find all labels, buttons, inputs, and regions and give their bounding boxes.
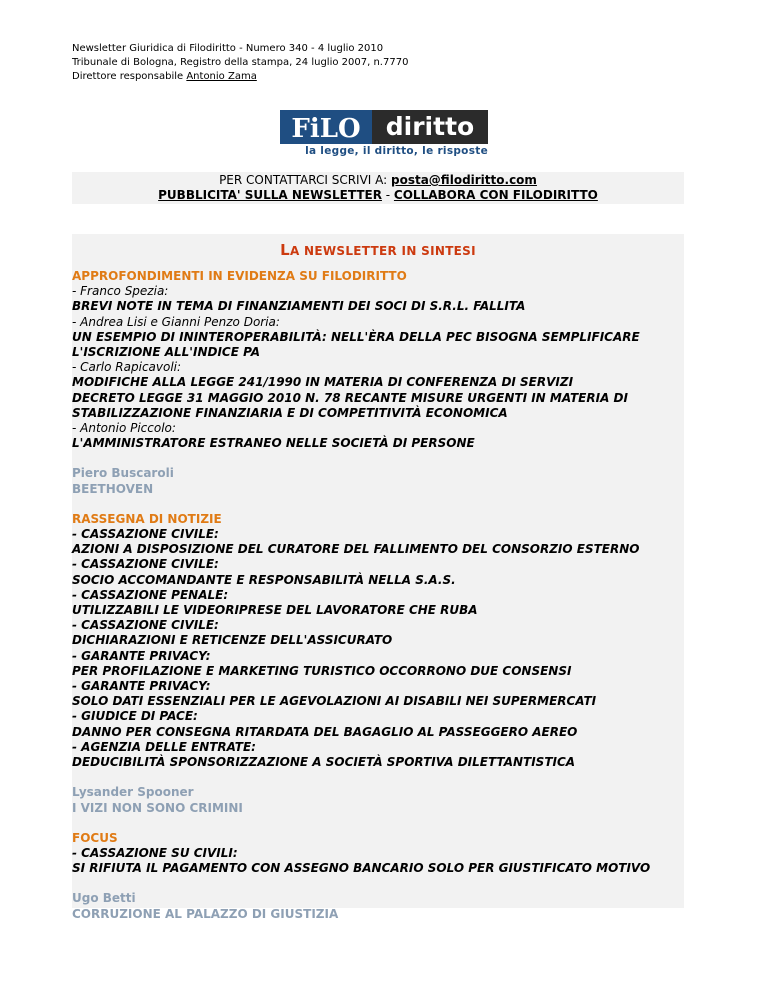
director-label: Direttore responsabile: [72, 71, 187, 82]
news-title-link[interactable]: DICHIARAZIONI E RETICENZE DELL'ASSICURATO: [72, 633, 393, 648]
news-title-link[interactable]: PER PROFILAZIONE E MARKETING TURISTICO OCCORRONO DUE CONSENSI: [72, 663, 572, 678]
news-source: - CASSAZIONE SU CIVILI:: [72, 845, 238, 860]
news-title-link[interactable]: SI RIFIUTA IL PAGAMENTO CON ASSEGNO BANCARIO SOLO PER GIUSTIFICATO MOTIVO: [72, 861, 651, 876]
news-source: - GARANTE PRIVACY:: [72, 648, 211, 663]
news-title-link[interactable]: DANNO PER CONSEGNA RITARDATA DEL BAGAGLIO AL PASSEGGERO AEREO: [72, 724, 578, 739]
article-title-link[interactable]: UN ESEMPIO DI ININTEROPERABILITÀ: NELL'ÈRA DELLA PEC BISOGNA SEMPLIFICARE: [72, 329, 640, 344]
book-author[interactable]: Ugo Betti: [72, 891, 136, 906]
section-heading-rassegna[interactable]: RASSEGNA DI NOTIZIE: [72, 511, 222, 526]
book-title[interactable]: I VIZI NON SONO CRIMINI: [72, 800, 243, 815]
book-title[interactable]: BEETHOVEN: [72, 481, 154, 496]
news-source: - CASSAZIONE CIVILE:: [72, 527, 219, 542]
contact-bar: [72, 172, 684, 204]
newsletter-issue-line: Newsletter Giuridica di Filodiritto - Numero 340 - 4 luglio 2010: [72, 43, 384, 54]
filodiritto-logo[interactable]: [280, 110, 488, 158]
article-author: - Antonio Piccolo:: [72, 421, 176, 436]
news-title-link[interactable]: UTILIZZABILI LE VIDEORIPRESE DEL LAVORATORE CHE RUBA: [72, 603, 478, 618]
newsletter-summary-box: [72, 234, 684, 921]
article-title-link[interactable]: DECRETO LEGGE 31 MAGGIO 2010 N. 78 RECANTE MISURE URGENTI IN MATERIA DI: [72, 390, 628, 405]
section-heading-focus[interactable]: FOCUS: [72, 830, 118, 845]
news-source: - GIUDICE DI PACE:: [72, 709, 198, 724]
news-title-link[interactable]: DEDUCIBILITÀ SPONSORIZZAZIONE A SOCIETÀ SPORTIVA DILETTANTISTICA: [72, 755, 576, 770]
book-author[interactable]: Piero Buscaroli: [72, 466, 174, 481]
article-title-link[interactable]: STABILIZZAZIONE FINANZIARIA E DI COMPETITIVITÀ ECONOMICA: [72, 405, 508, 420]
article-title-link[interactable]: L'AMMINISTRATORE ESTRANEO NELLE SOCIETÀ DI PERSONE: [72, 436, 475, 451]
summary-heading: [72, 241, 684, 259]
article-author: - Franco Spezia:: [72, 284, 169, 299]
news-source: - GARANTE PRIVACY:: [72, 679, 211, 694]
news-source: - CASSAZIONE PENALE:: [72, 587, 229, 602]
director-line: [72, 70, 408, 84]
book-author[interactable]: Lysander Spooner: [72, 785, 194, 800]
collaborate-link[interactable]: COLLABORA CON FILODIRITTO: [393, 188, 598, 202]
advertising-link[interactable]: PUBBLICITA' SULLA NEWSLETTER: [158, 188, 382, 202]
contact-label: PER CONTATTARCI SCRIVI A:: [219, 173, 391, 187]
article-title-link[interactable]: L'ISCRIZIONE ALL'INDICE PA: [72, 345, 261, 360]
masthead: [72, 42, 408, 84]
news-title-link[interactable]: SOLO DATI ESSENZIALI PER LE AGEVOLAZIONI AI DISABILI NEI SUPERMERCATI: [72, 694, 597, 709]
article-title-link[interactable]: BREVI NOTE IN TEMA DI FINANZIAMENTI DEI SOCI DI S.R.L. FALLITA: [72, 299, 526, 314]
news-source: - CASSAZIONE CIVILE:: [72, 618, 219, 633]
book-title[interactable]: CORRUZIONE AL PALAZZO DI GIUSTIZIA: [72, 906, 339, 921]
registration-line: Tribunale di Bologna, Registro della stampa, 24 luglio 2007, n.7770: [72, 57, 409, 68]
link-separator: -: [381, 188, 394, 202]
logo-diritto-text: diritto: [372, 110, 488, 144]
director-link[interactable]: Antonio Zama: [186, 71, 257, 82]
news-title-link[interactable]: AZIONI A DISPOSIZIONE DEL CURATORE DEL FALLIMENTO DEL CONSORZIO ESTERNO: [72, 542, 640, 557]
contact-email-link[interactable]: posta@filodiritto.com: [391, 173, 537, 187]
article-title-link[interactable]: MODIFICHE ALLA LEGGE 241/1990 IN MATERIA DI CONFERENZA DI SERVIZI: [72, 375, 574, 390]
summary-content: [72, 269, 684, 922]
summary-heading-initial: L: [280, 241, 290, 259]
logo-tagline: la legge, il diritto, le risposte: [305, 145, 488, 157]
news-title-link[interactable]: SOCIO ACCOMANDANTE E RESPONSABILITÀ NELLA S.A.S.: [72, 572, 456, 587]
section-heading-approfondimenti[interactable]: APPROFONDIMENTI IN EVIDENZA SU FILODIRITTO: [72, 269, 407, 283]
logo-filo-text: FiLO: [280, 110, 372, 144]
news-source: - AGENZIA DELLE ENTRATE:: [72, 739, 256, 754]
article-author: - Andrea Lisi e Gianni Penzo Doria:: [72, 314, 280, 329]
article-author: - Carlo Rapicavoli:: [72, 360, 182, 375]
summary-heading-rest: A NEWSLETTER IN SINTESI: [289, 244, 476, 258]
news-source: - CASSAZIONE CIVILE:: [72, 557, 219, 572]
